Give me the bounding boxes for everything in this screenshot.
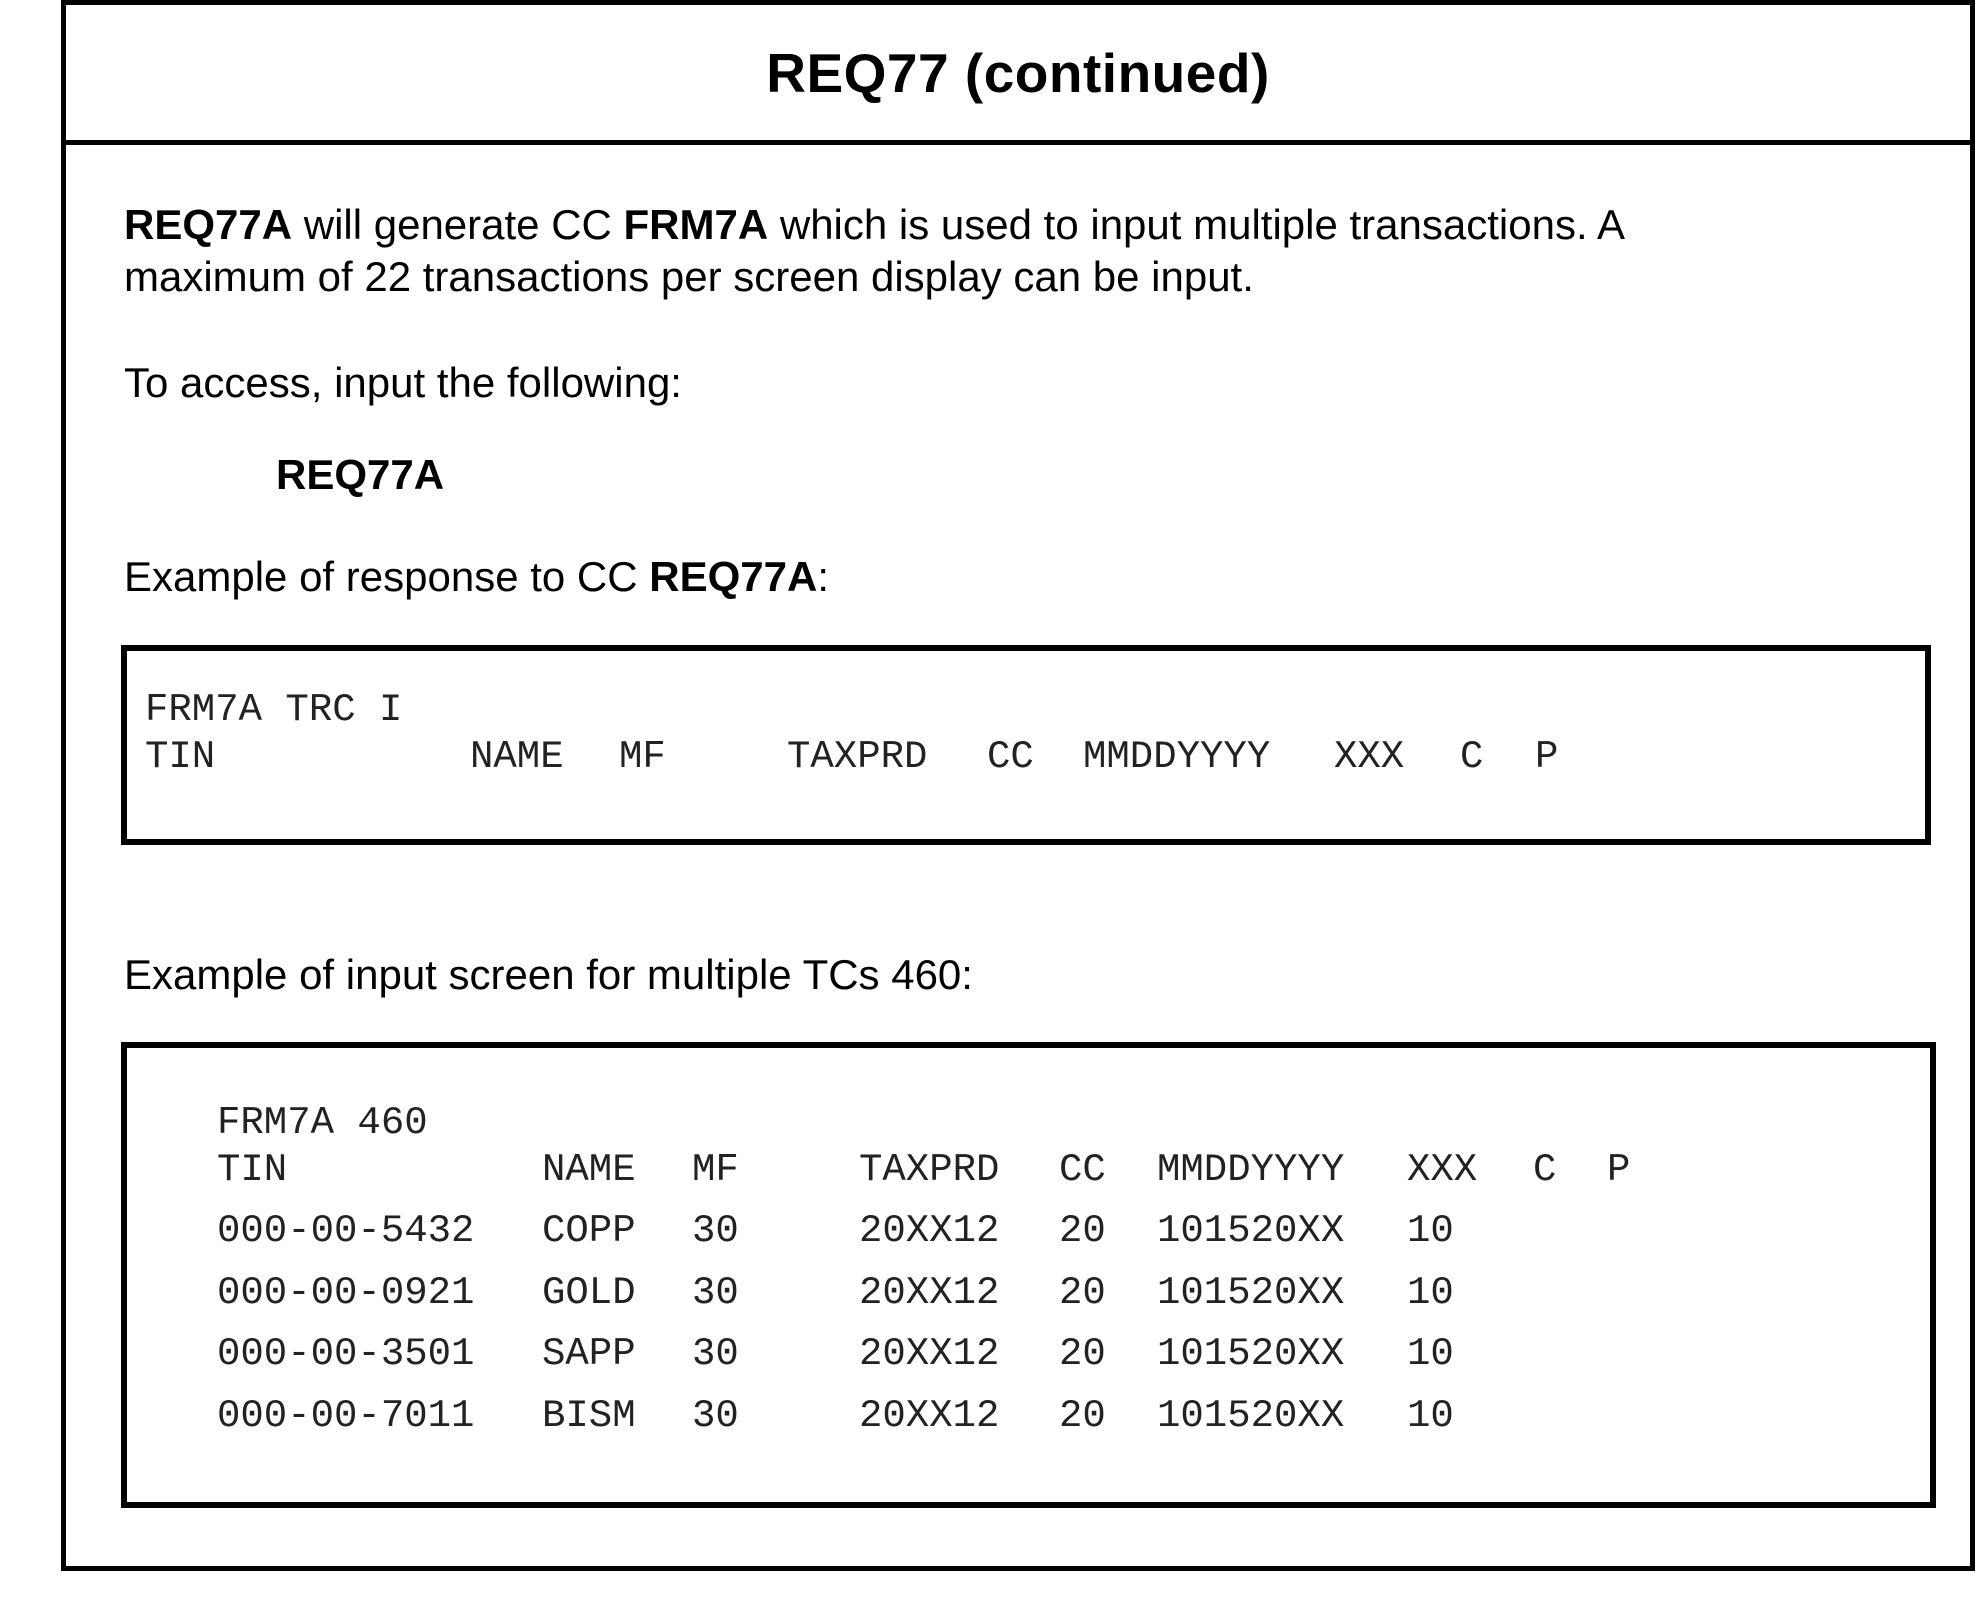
access-command: REQ77A [276,451,445,498]
input-screen-label: Example of input screen for multiple TCs 460: [124,951,973,998]
table-row-3-mf: 30 [692,1332,739,1376]
page-title: REQ77 (continued) [766,41,1270,104]
intro-line-2: maximum of 22 transactions per screen display can be input. [124,253,1254,300]
input-column-xxx: XXX [1407,1148,1478,1192]
response-screen [121,645,1931,845]
table-row-1-name: COPP [542,1209,636,1253]
response-column-tin: TIN [145,735,216,779]
response-label [124,551,829,603]
intro-command-frm7a: FRM7A [623,201,769,248]
input-column-taxprd: TAXPRD [859,1148,1000,1192]
table-row-1-cc: 20 [1059,1209,1106,1253]
intro-paragraph [124,199,1625,303]
table-row-3-mmddyyyy: 101520XX [1157,1332,1345,1376]
input-column-mmddyyyy: MMDDYYYY [1157,1148,1345,1192]
table-row-2-xxx: 10 [1407,1270,1454,1315]
table-row-1-tin: 000-00-5432 [217,1209,475,1253]
response-column-cc: CC [987,735,1034,779]
table-row-2-taxprd: 20XX12 [859,1270,1000,1315]
intro-line-1 [124,199,1625,251]
table-row-4-mmddyyyy: 101520XX [1157,1393,1345,1438]
input-column-cc: CC [1059,1148,1106,1192]
input-screen-header: FRM7A 460 [217,1101,428,1145]
document-frame [61,0,1975,1571]
input-column-name: NAME [542,1148,636,1192]
input-screen [121,1042,1936,1508]
table-row-1-mmddyyyy: 101520XX [1157,1209,1345,1253]
table-row-2-mmddyyyy: 101520XX [1157,1270,1345,1315]
input-column-c: C [1533,1148,1557,1192]
intro-text-1: will generate CC [292,201,624,248]
table-row-1-mf: 30 [692,1209,739,1253]
response-column-mf: MF [619,735,666,779]
table-row-2-name: GOLD [542,1270,636,1315]
response-label-text: Example of response to CC [124,553,650,600]
response-label-suffix: : [817,553,829,600]
access-label: To access, input the following: [124,359,682,406]
response-label-command: REQ77A [649,553,818,600]
intro-command-req77a: REQ77A [124,201,293,248]
table-row-4-xxx: 10 [1407,1393,1454,1438]
table-row-3-tin: 000-00-3501 [217,1332,475,1376]
table-row-4-cc: 20 [1059,1393,1106,1438]
response-column-p: P [1535,735,1559,779]
table-row-4-taxprd: 20XX12 [859,1393,1000,1438]
table-row-1-taxprd: 20XX12 [859,1209,1000,1253]
table-row-3-name: SAPP [542,1332,636,1376]
input-column-mf: MF [692,1148,739,1192]
table-row-3-cc: 20 [1059,1332,1106,1376]
response-column-taxprd: TAXPRD [787,735,928,779]
table-row-2-tin: 000-00-0921 [217,1270,475,1315]
table-row-2-mf: 30 [692,1270,739,1315]
response-column-mmddyyyy: MMDDYYYY [1083,735,1271,779]
input-column-tin: TIN [217,1148,288,1192]
intro-text-2: which is used to input multiple transactions. A [768,201,1625,248]
response-screen-header: FRM7A TRC I [145,688,403,732]
table-row-4-mf: 30 [692,1393,739,1438]
table-row-2-cc: 20 [1059,1270,1106,1315]
table-row-1-xxx: 10 [1407,1209,1454,1253]
title-bar [66,5,1970,145]
response-column-name: NAME [470,735,564,779]
table-row-4-tin: 000-00-7011 [217,1393,475,1438]
input-column-p: P [1607,1148,1631,1192]
response-column-c: C [1460,735,1484,779]
table-row-3-taxprd: 20XX12 [859,1332,1000,1376]
response-column-xxx: XXX [1334,735,1405,779]
table-row-3-xxx: 10 [1407,1332,1454,1376]
table-row-4-name: BISM [542,1393,636,1438]
